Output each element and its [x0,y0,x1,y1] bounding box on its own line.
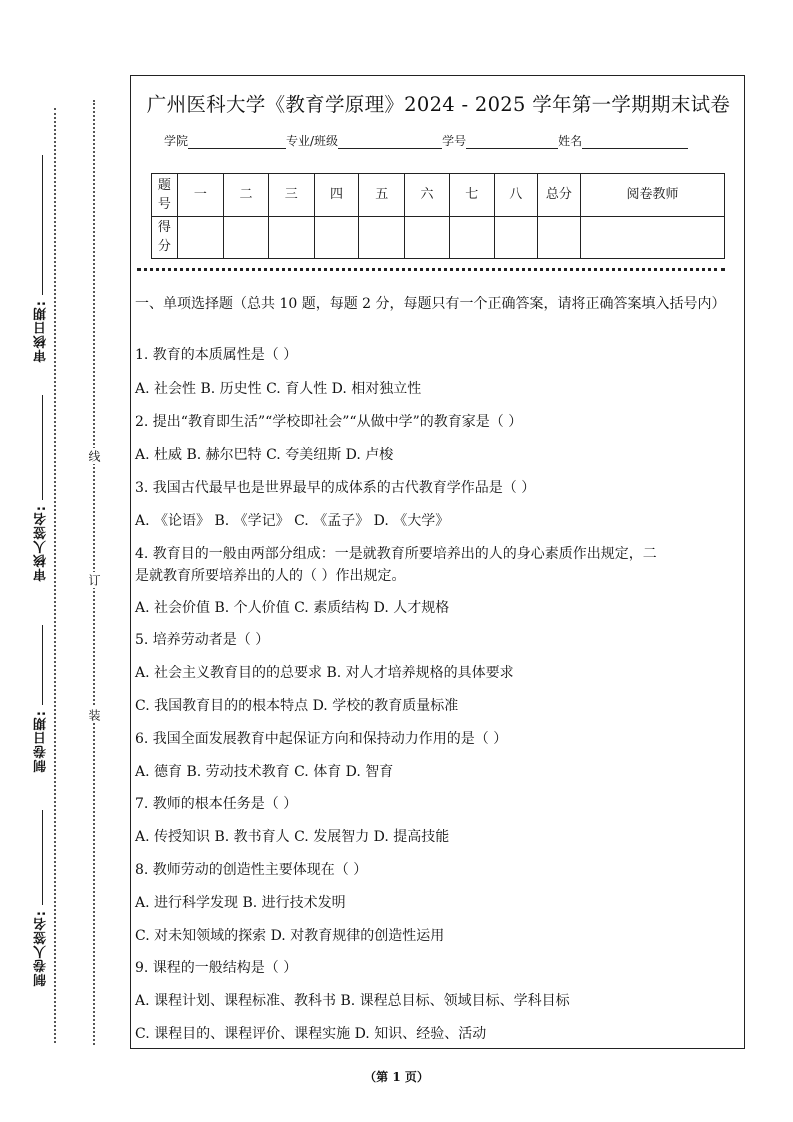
reviewer-sign-label: 审核人签名: [34,505,49,582]
col-5: 五 [359,174,405,217]
score-label: 得分 [152,216,178,259]
preparer-sign-line [42,810,43,905]
question-line: 9. 课程的一般结构是（ ） [135,960,298,976]
student-id-field[interactable] [466,134,558,149]
college-field[interactable] [188,134,286,149]
binding-dotted-line [54,108,56,1043]
major-label: 专业/班级 [286,134,339,148]
reviewer-sign-line [42,395,43,500]
question-line: 2. 提出“教育即生活”“学校即社会”“从做中学”的教育家是（ ） [135,414,523,430]
score-cell[interactable] [580,216,724,259]
bind-order-char: 订 [87,574,101,586]
question-number-label: 题号 [152,174,178,217]
score-cell[interactable] [494,216,537,259]
col-7: 七 [449,174,494,217]
col-6: 六 [405,174,450,217]
page-number: （第 1 页） [364,1070,429,1084]
major-field[interactable] [338,134,442,149]
question-line-cont: 是就教育所要培养出的人的（ ）作出规定。 [135,568,406,584]
question-line: 1. 教育的本质属性是（ ） [135,347,298,363]
option-line: A. 《论语》 B. 《学记》 C. 《孟子》 D. 《大学》 [135,513,450,529]
prepare-date-line [42,625,43,705]
option-line: A. 进行科学发现 B. 进行技术发明 [135,895,346,911]
score-cell[interactable] [405,216,450,259]
option-line: A. 社会主义教育目的的总要求 B. 对人才培养规格的具体要求 [135,665,514,681]
option-line: A. 课程计划、课程标准、教科书 B. 课程总目标、领域目标、学科目标 [135,993,570,1009]
score-cell[interactable] [314,216,359,259]
score-table [151,173,725,259]
col-2: 二 [224,174,269,217]
score-cell[interactable] [177,216,223,259]
review-date-label: 审核日期: [34,300,49,363]
col-4: 四 [314,174,359,217]
college-label: 学院 [164,134,189,148]
question-line: 3. 我国古代最早也是世界最早的成体系的古代教育学作品是（ ） [135,480,536,496]
question-line: 4. 教育目的一般由两部分组成：一是就教育所要培养出的人的身心素质作出规定，二 [135,546,657,562]
review-date-line [42,155,43,295]
student-info-row [164,132,688,149]
option-line: A. 社会价值 B. 个人价值 C. 素质结构 D. 人才规格 [135,600,450,616]
option-line: A. 杜威 B. 赫尔巴特 C. 夸美纽斯 D. 卢梭 [135,447,394,463]
question-line: 6. 我国全面发展教育中起保证方向和保持动力作用的是（ ） [135,731,508,747]
score-cell[interactable] [449,216,494,259]
score-cell[interactable] [537,216,580,259]
score-cell[interactable] [359,216,405,259]
score-cell[interactable] [224,216,269,259]
col-1: 一 [177,174,223,217]
bind-install-char: 装 [87,709,101,721]
score-cell[interactable] [268,216,314,259]
section-1-heading: 一、单项选择题（总共 10 题，每题 2 分，每题只有一个正确答案，请将正确答案填入括号内） [135,296,726,312]
student-id-label: 学号 [442,134,467,148]
col-total: 总分 [537,174,580,217]
question-line: 7. 教师的根本任务是（ ） [135,796,298,812]
option-line: A. 传授知识 B. 教书育人 C. 发展智力 D. 提高技能 [135,829,450,845]
name-label: 姓名 [558,134,583,148]
preparer-sign-label: 制卷人签名: [34,910,49,987]
option-line: A. 社会性 B. 历史性 C. 育人性 D. 相对独立性 [135,381,422,397]
question-line: 8. 教师劳动的创造性主要体现在（ ） [135,862,368,878]
option-line: C. 课程目的、课程评价、课程实施 D. 知识、经验、活动 [135,1026,487,1042]
score-table-score-row [152,216,725,259]
question-line: 5. 培养劳动者是（ ） [135,632,270,648]
exam-title: 广州医科大学《教育学原理》2024 - 2025 学年第一学期期末试卷 [146,93,731,116]
col-3: 三 [268,174,314,217]
score-table-header-row [152,174,725,217]
bind-line-char: 线 [87,450,101,462]
name-field[interactable] [582,134,688,149]
col-grader: 阅卷教师 [580,174,724,217]
option-line: C. 我国教育目的的根本特点 D. 学校的教育质量标准 [135,698,459,714]
option-line: A. 德育 B. 劳动技术教育 C. 体育 D. 智育 [135,764,394,780]
exam-frame [130,75,745,1049]
section-divider [137,268,725,271]
option-line: C. 对未知领域的探索 D. 对教育规律的创造性运用 [135,928,445,944]
prepare-date-label: 制卷日期: [34,710,49,773]
col-8: 八 [494,174,537,217]
